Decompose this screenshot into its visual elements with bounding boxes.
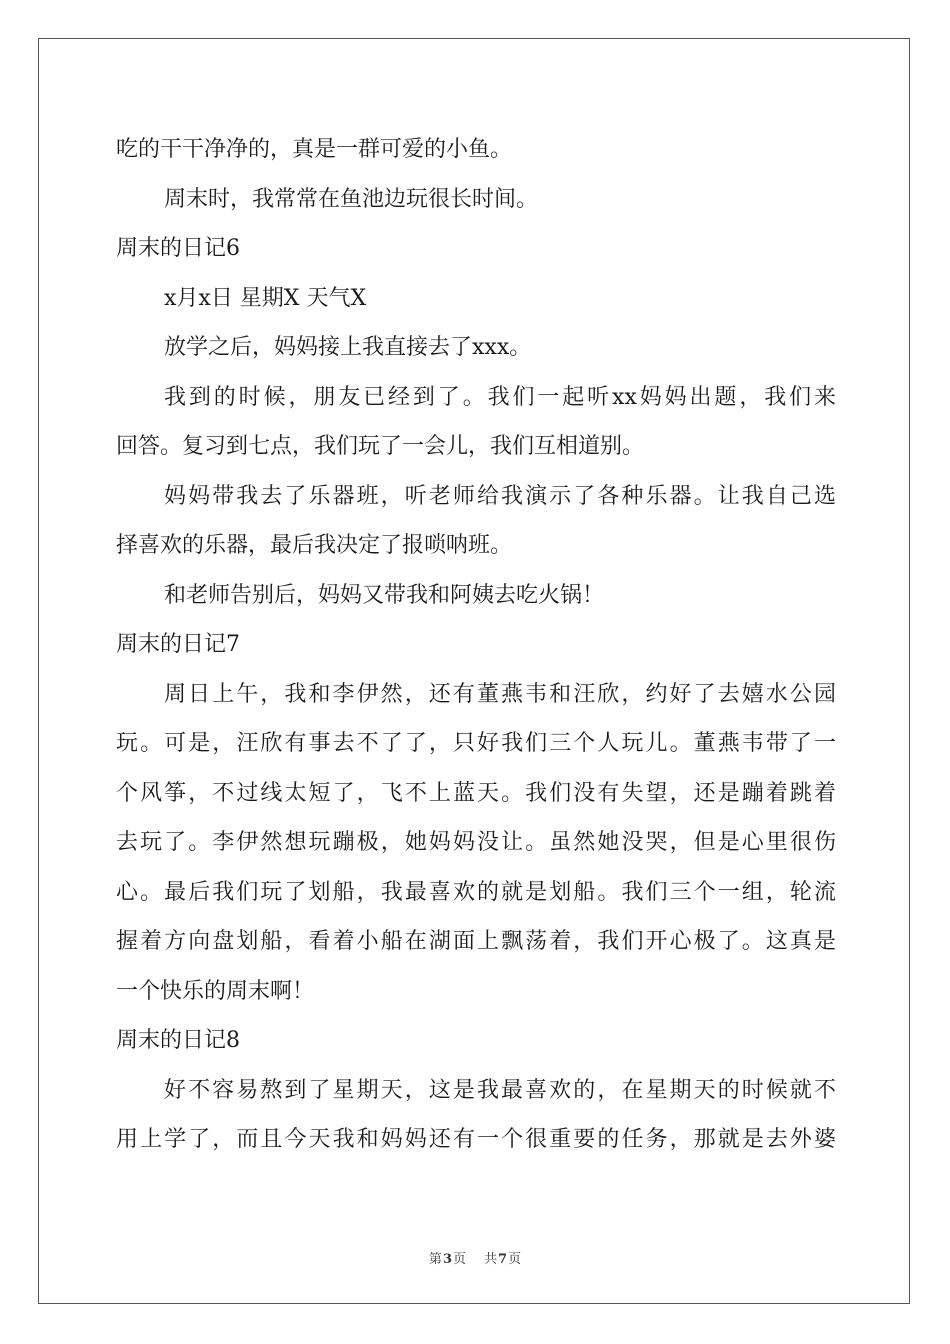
text-line: 周日上午，我和李伊然，还有董燕韦和汪欣，约好了去嬉水公园 xyxy=(164,681,836,707)
text-line: 用上学了，而且今天我和妈妈还有一个很重要的任务，那就是去外婆 xyxy=(116,1127,836,1152)
footer-page-word: 页 xyxy=(452,1252,466,1267)
text-line: 周末的日记8 xyxy=(116,1028,240,1053)
text-line: 周末的日记7 xyxy=(116,632,240,657)
text-line: 周末时，我常常在鱼池边玩很长时间。 xyxy=(164,186,539,212)
text-line: 放学之后，妈妈接上我直接去了xxx。 xyxy=(164,335,532,360)
text-line: 回答。复习到七点，我们玩了一会儿，我们互相道别。 xyxy=(116,434,645,459)
text-line: 个风筝，不过线太短了，飞不上蓝天。我们没有失望，还是蹦着跳着 xyxy=(116,780,836,806)
text-line: 吃的干干净净的，真是一群可爱的小鱼。 xyxy=(116,137,513,162)
footer-current-page: 3 xyxy=(442,1252,452,1267)
text-line: x月x日 星期X 天气X xyxy=(164,285,367,311)
text-line: 妈妈带我去了乐器班，听老师给我演示了各种乐器。让我自己选 xyxy=(164,483,836,509)
footer-total-suffix: 页 xyxy=(508,1252,522,1267)
text-line: 去玩了。李伊然想玩蹦极，她妈妈没让。虽然她没哭，但是心里很伤 xyxy=(116,830,836,855)
document-body xyxy=(116,125,836,1165)
text-line: 择喜欢的乐器，最后我决定了报唢呐班。 xyxy=(116,533,513,558)
text-line: 我到的时候，朋友已经到了。我们一起听xx妈妈出题，我们来 xyxy=(164,384,836,410)
text-line: 一个快乐的周末啊！ xyxy=(116,978,315,1004)
footer-total-prefix: 共 xyxy=(484,1252,498,1267)
footer-total-pages: 7 xyxy=(498,1252,508,1267)
footer-prefix: 第 xyxy=(428,1252,442,1267)
text-line: 心。最后我们玩了划船，我最喜欢的就是划船。我们三个一组，轮流 xyxy=(116,879,836,905)
text-line: 和老师告别后，妈妈又带我和阿姨去吃火锅！ xyxy=(164,582,605,608)
text-line: 玩。可是，汪欣有事去不了了，只好我们三个人玩儿。董燕韦带了一 xyxy=(116,731,836,756)
page-footer xyxy=(0,1248,950,1267)
text-line: 握着方向盘划船，看着小船在湖面上飘荡着，我们开心极了。这真是 xyxy=(116,929,836,954)
text-line: 周末的日记6 xyxy=(116,236,240,261)
text-line: 好不容易熬到了星期天，这是我最喜欢的，在星期天的时候就不 xyxy=(164,1077,836,1103)
